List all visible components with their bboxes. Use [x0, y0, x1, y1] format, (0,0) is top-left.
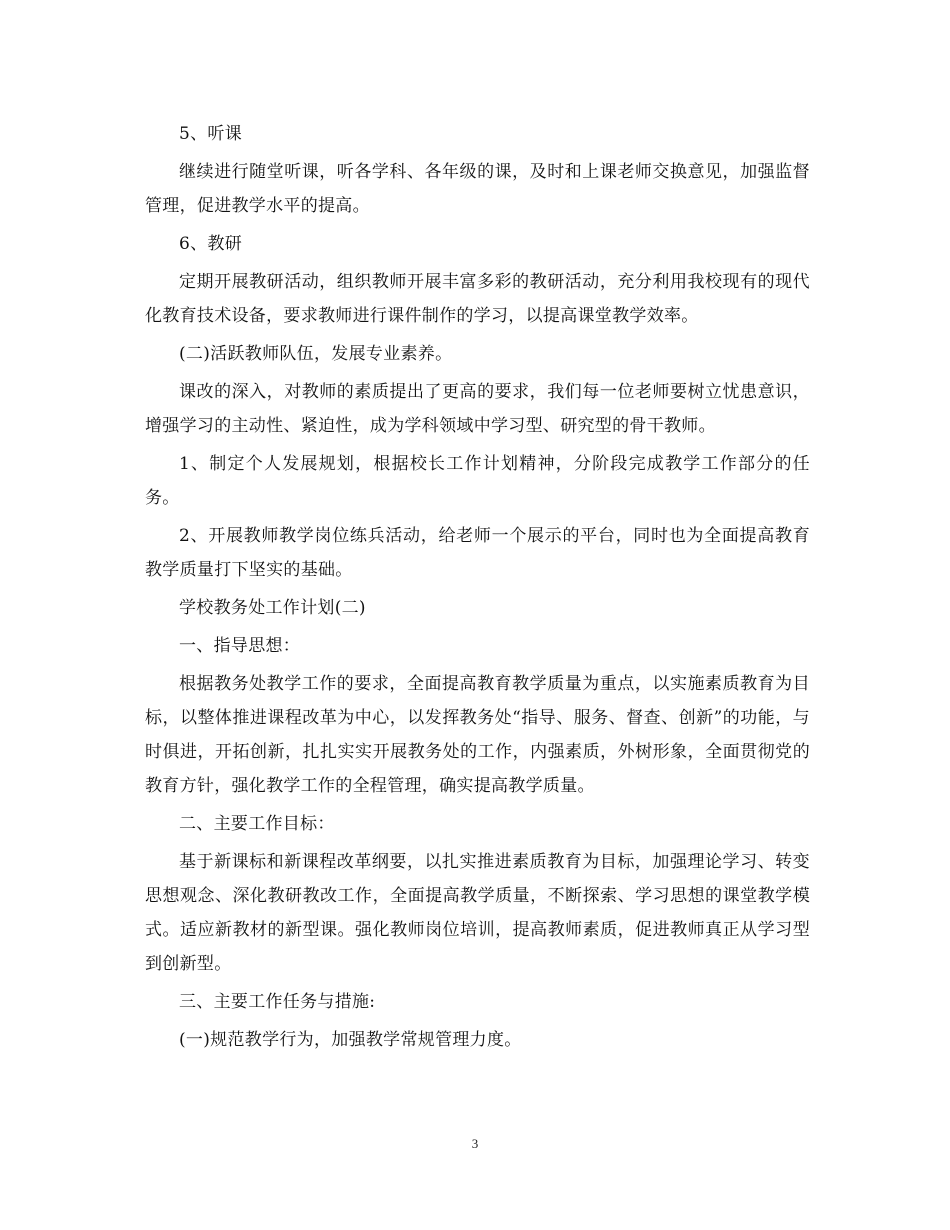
section-heading: 二、主要工作目标：	[179, 814, 335, 834]
heading-teaching-research: 6、教研	[179, 234, 243, 254]
heading-listen-class: 5、听课	[179, 124, 243, 144]
section-heading: 三、主要工作任务与措施:	[179, 992, 376, 1012]
page-number: 3	[471, 1136, 479, 1151]
document-body	[145, 117, 810, 1061]
section-heading: (一)规范教学行为，加强教学常规管理力度。	[179, 1030, 522, 1050]
document-subtitle: 学校教务处工作计划(二)	[179, 598, 366, 618]
paragraph: 课改的深入，对教师的素质提出了更高的要求，我们每一位老师要树立忧患意识，增强学习的主动性、紧迫性，成为学科领域中学习型、研究型的骨干教师。	[145, 382, 810, 436]
section-heading: (二)活跃教师队伍，发展专业素养。	[179, 344, 453, 364]
section-heading: 一、指导思想：	[179, 636, 301, 656]
paragraph: 继续进行随堂听课，听各学科、各年级的课，及时和上课老师交换意见，加强监督管理，促进教学水平的提高。	[145, 162, 810, 216]
paragraph: 基于新课标和新课程改革纲要，以扎实推进素质教育为目标，加强理论学习、转变思想观念、深化教研教改工作，全面提高教学质量，不断探索、学习思想的课堂教学模式。适应新教材的新型课。强化教师岗位培训，提高教师素质，促进教师真正从学习型到创新型。	[145, 852, 810, 974]
paragraph: 根据教务处教学工作的要求，全面提高教育教学质量为重点，以实施素质教育为目标，以整体推进课程改革为中心，以发挥教务处“指导、服务、督查、创新”的功能，与时俱进，开拓创新，扎扎实实开展教务处的工作，内强素质，外树形象，全面贯彻党的教育方针，强化教学工作的全程管理，确实提高教学质量。	[145, 674, 810, 796]
paragraph: 定期开展教研活动，组织教师开展丰富多彩的教研活动，充分利用我校现有的现代化教育技术设备，要求教师进行课件制作的学习，以提高课堂教学效率。	[145, 272, 810, 326]
list-item: 2、开展教师教学岗位练兵活动，给老师一个展示的平台，同时也为全面提高教育教学质量打下坚实的基础。	[145, 526, 810, 580]
list-item: 1、制定个人发展规划，根据校长工作计划精神，分阶段完成教学工作部分的任务。	[145, 454, 810, 508]
